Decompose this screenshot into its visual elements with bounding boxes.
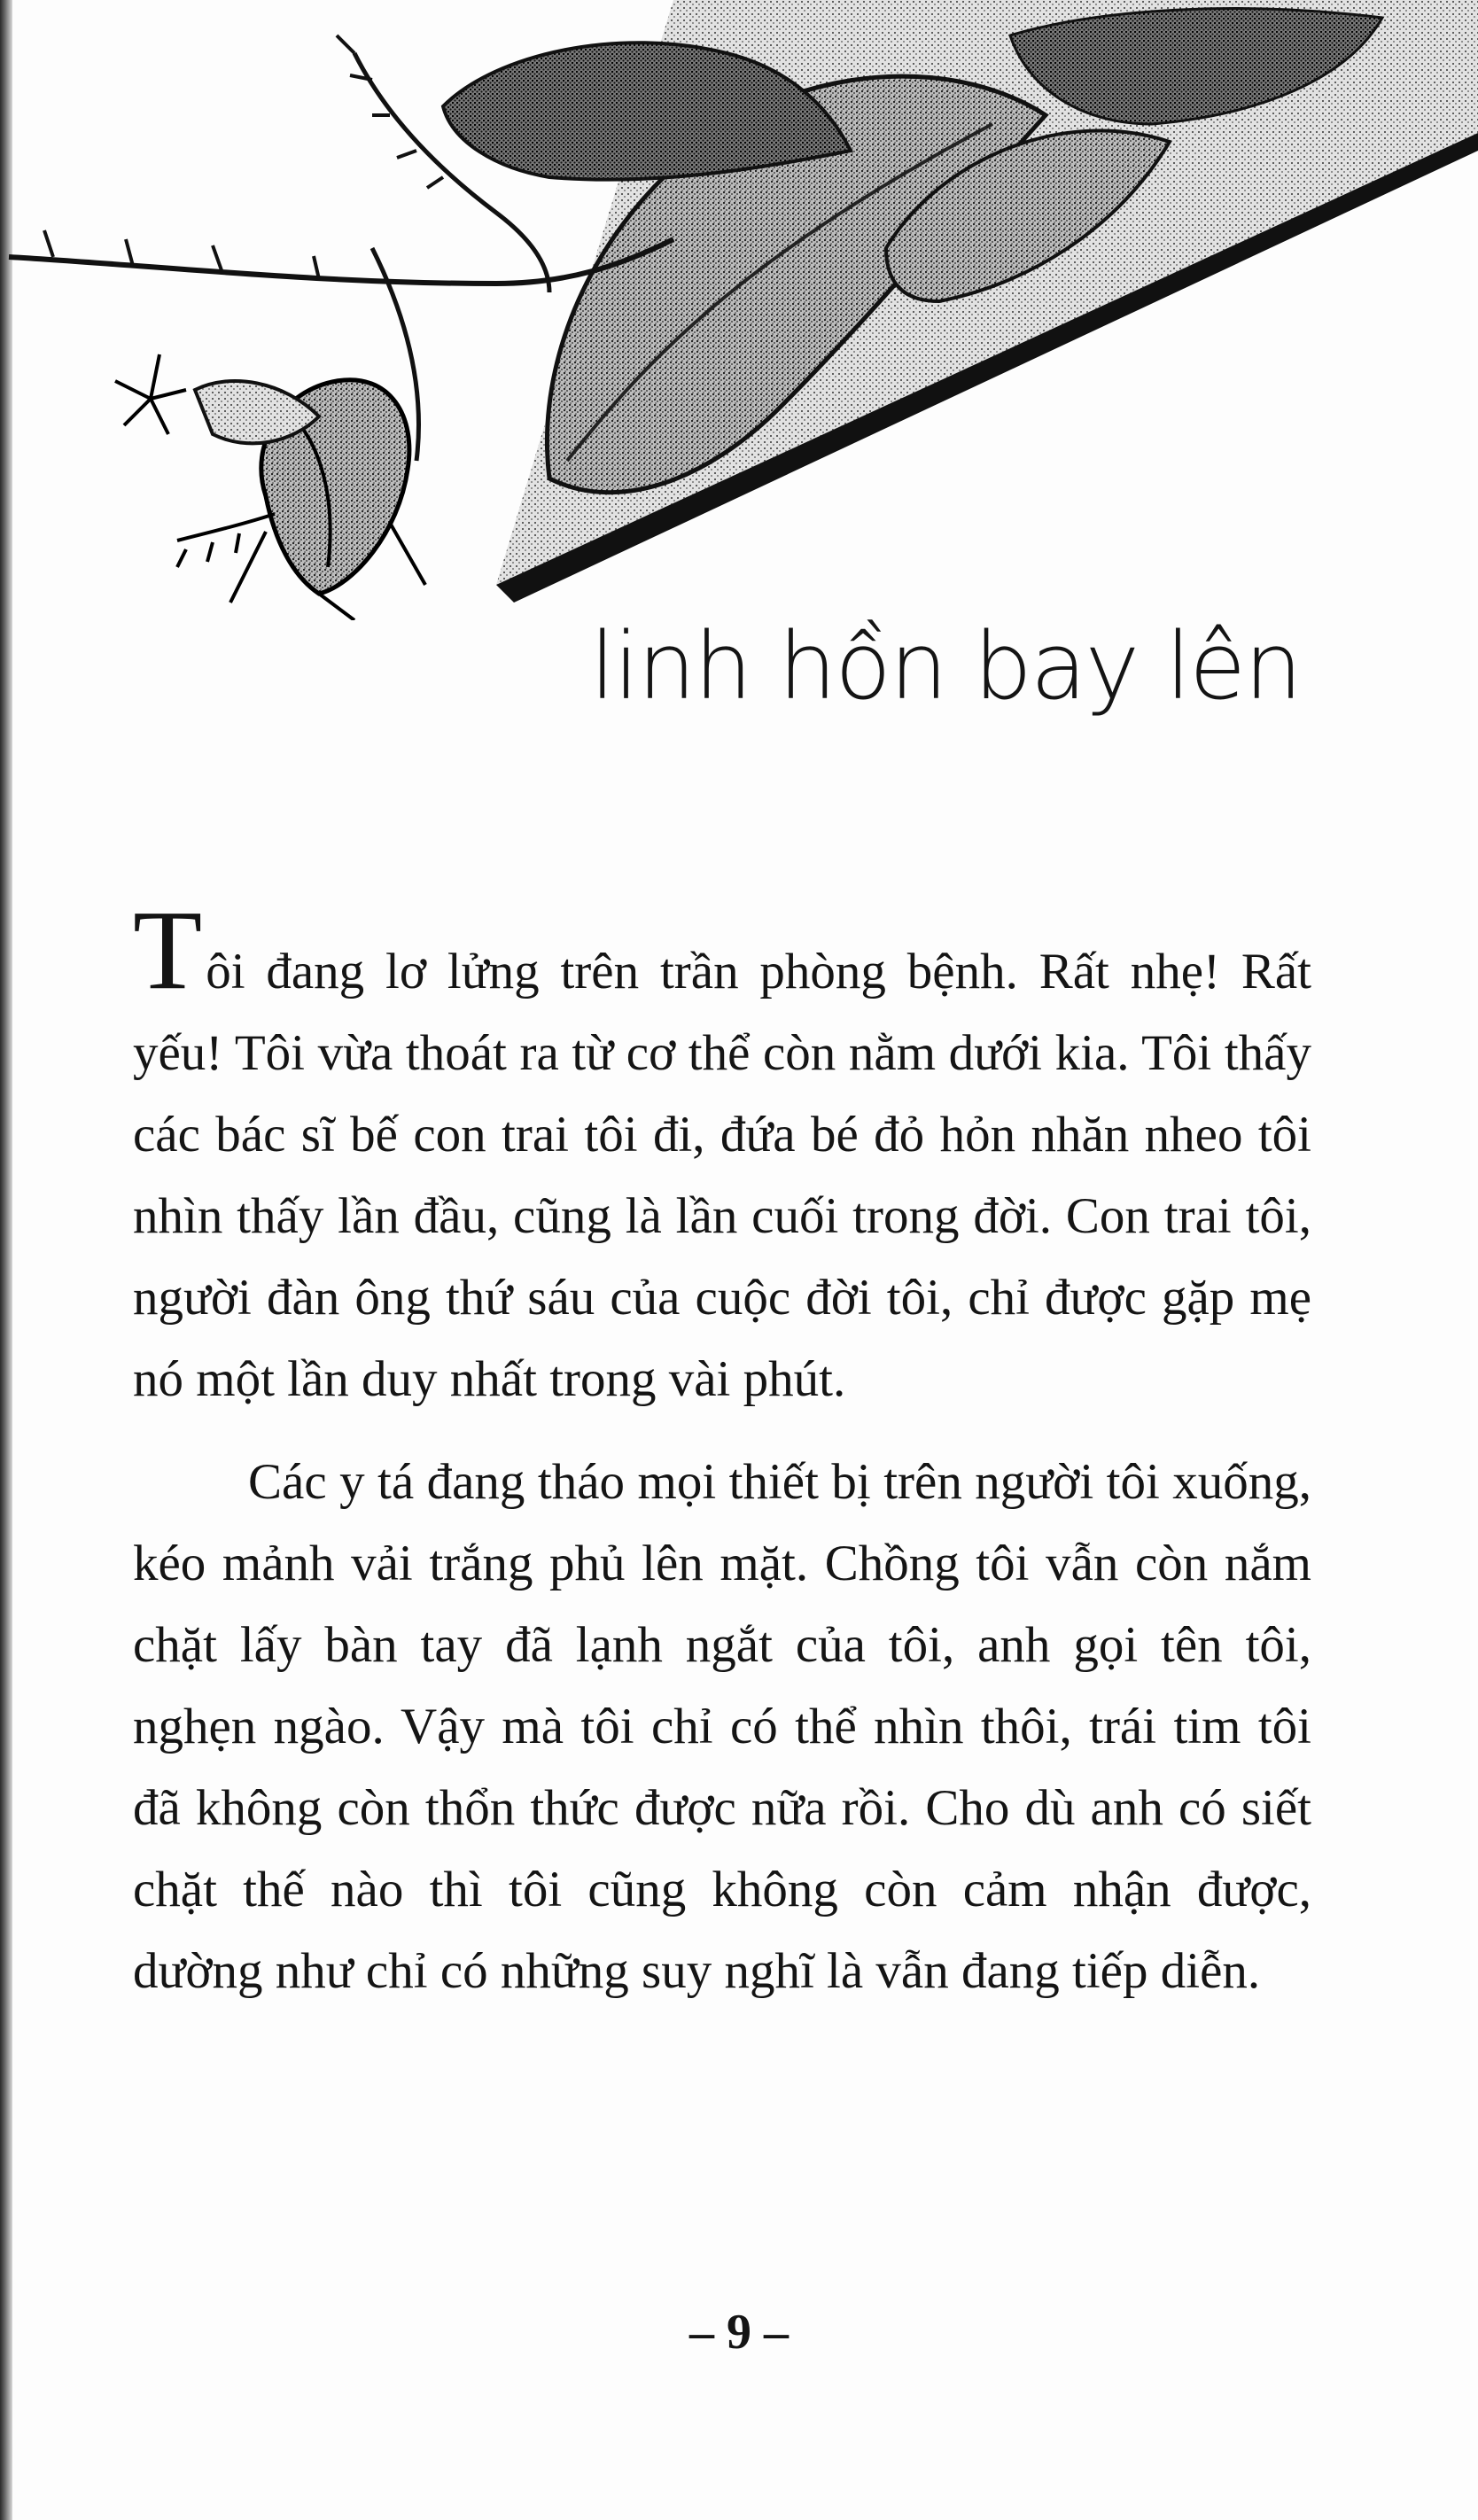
chapter-title: linh hồn bay lên [589,612,1301,720]
body-text [133,887,1311,2034]
drop-cap: T [133,887,203,1013]
paragraph-1-text: ôi đang lơ lửng trên trần phòng bệnh. Rất nhẹ! Rất yếu! Tôi vừa thoát ra từ cơ thể còn nằm dưới kia. Tôi thấy các bác sĩ bế con trai tôi đi, đứa bé đỏ hỏn nhăn nheo tôi nhìn thấy lần đầu, cũng là lần cuối trong đời. Con trai tôi, người đàn ông thứ sáu của cuộc đời tôi, chỉ được gặp mẹ nó một lần duy nhất trong vài phút. [133,944,1311,1407]
stem-main [9,239,673,284]
paragraph-1 [133,887,1311,1420]
paragraph-2: Các y tá đang tháo mọi thiết bị trên người tôi xuống, kéo mảnh vải trắng phủ lên mặt. Chồng tôi vẫn còn nắm chặt lấy bàn tay đã lạnh ngắt của tôi, anh gọi tên tôi, nghẹn ngào. Vậy mà tôi chỉ có thể nhìn thôi, trái tim tôi đã không còn thổn thức được nữa rồi. Cho dù anh có siết chặt thế nào thì tôi cũng không còn cảm nhận được, dường như chỉ có những suy nghĩ là vẫn đang tiếp diễn. [133,1454,1311,1999]
page-number: – 9 – [689,2305,789,2360]
rose-branch-illustration [0,0,1478,620]
